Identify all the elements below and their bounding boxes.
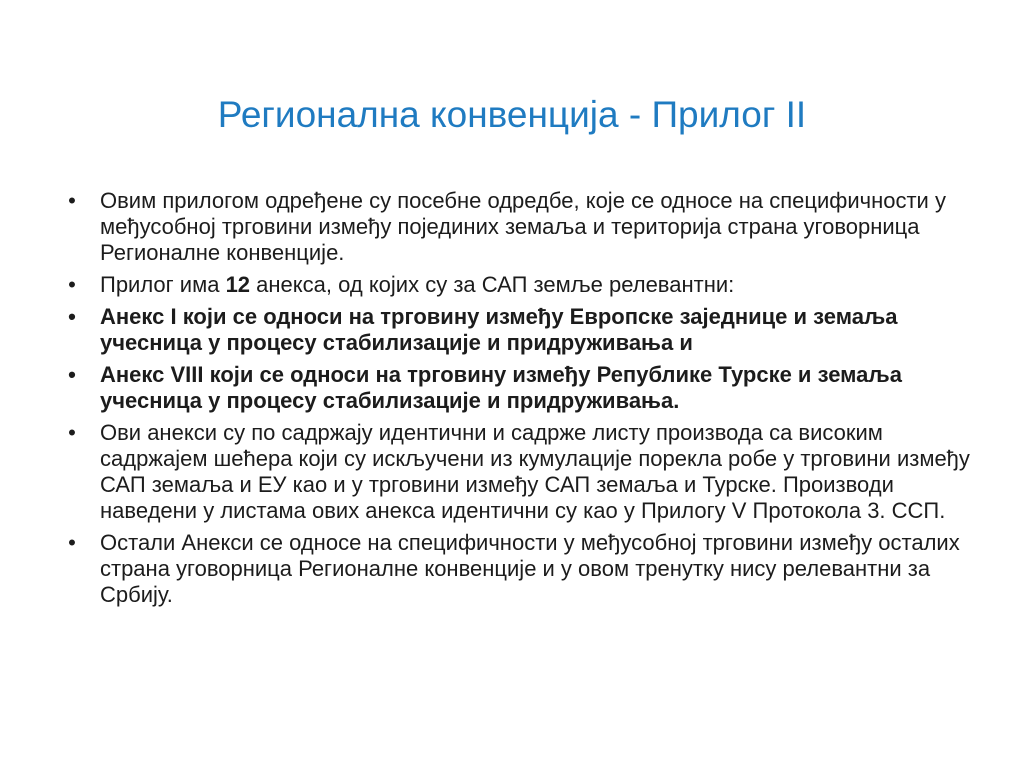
bullet-marker: • — [68, 420, 76, 445]
bullet-text: Овим прилогом одређене су посебне одредбе, које се односе на специфичности у међусобној трговини између појединих земаља и територија страна уговорница Регионалне конвенције. — [100, 188, 946, 265]
bullet-marker: • — [68, 304, 76, 329]
bullet-item — [62, 272, 972, 298]
bullet-item-annex-1 — [62, 304, 972, 356]
bullet-item — [62, 188, 972, 266]
bullet-marker: • — [68, 362, 76, 387]
bullet-marker: • — [68, 272, 76, 297]
bullet-item — [62, 420, 972, 524]
annex-count: 12 — [225, 272, 251, 297]
bullet-text: Анекс I који се односи на трговину између Европске заједнице и земаља учесница у процесу стабилизације и придруживања и — [100, 304, 898, 355]
bullet-item-annex-8 — [62, 362, 972, 414]
bullet-list — [62, 188, 972, 614]
bullet-text-before: Прилог има — [100, 272, 226, 297]
bullet-marker: • — [68, 530, 76, 555]
bullet-text: Остали Анекси се односе на специфичности у међусобној трговини између осталих страна уговорница Регионалне конвенције и у овом тренутку нису релевантни за Србију. — [100, 530, 960, 607]
bullet-text: Анекс VIII који се односи на трговину између Републике Турске и земаља учесница у процесу стабилизације и придруживања. — [100, 362, 902, 413]
slide-title: Регионална конвенција - Прилог II — [217, 94, 807, 135]
bullet-marker: • — [68, 188, 76, 213]
bullet-text: Ови анекси су по садржају идентични и садрже листу производа са високим садржајем шећера који су искључени из кумулације порекла робе у трговини између САП земаља и ЕУ као и у трговини између САП земаља и Турске. Производи наведени у листама ових анекса идентични су као у Прилогу V Протокола 3. ССП. — [100, 420, 970, 523]
bullet-item — [62, 530, 972, 608]
bullet-text-after: анекса, од којих су за САП земље релевантни: — [250, 272, 735, 297]
